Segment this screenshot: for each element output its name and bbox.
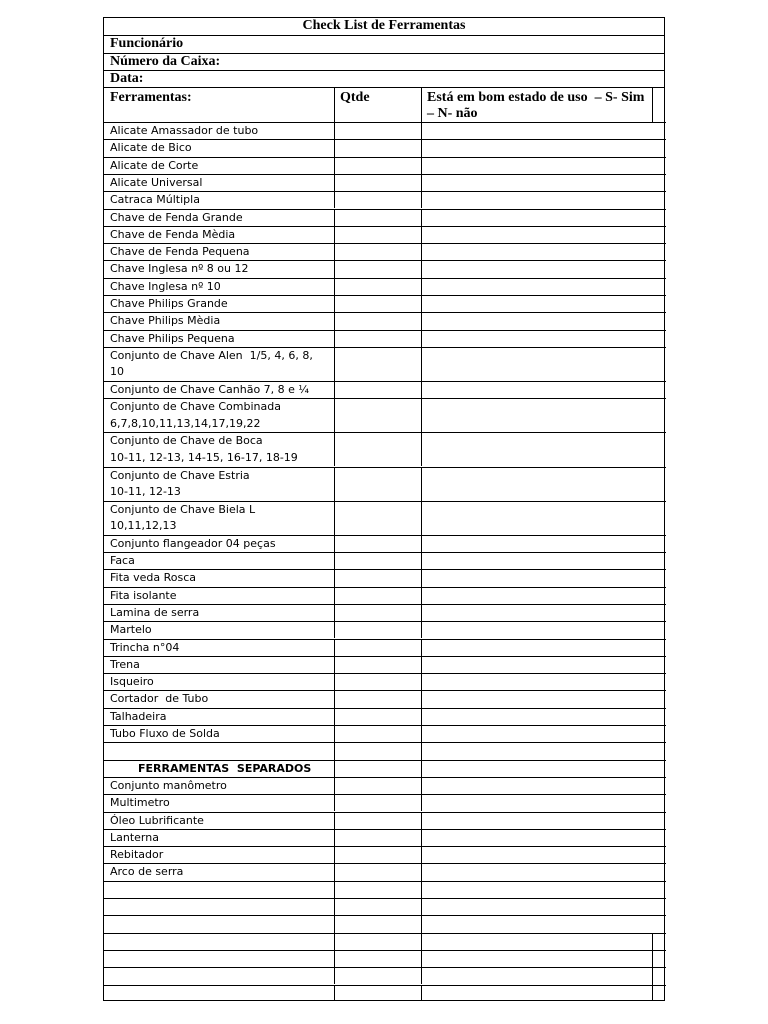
column-divider xyxy=(334,535,335,552)
qtde-cell[interactable] xyxy=(334,846,421,863)
column-divider xyxy=(334,398,335,432)
tool-item: Isqueiro xyxy=(110,675,154,689)
empty-row xyxy=(104,881,334,898)
qtde-cell[interactable] xyxy=(334,501,421,535)
column-header-estado: Está em bom estado de uso – S- Sim – N- não xyxy=(427,90,648,121)
column-divider xyxy=(421,812,422,829)
estado-cell[interactable] xyxy=(421,501,652,535)
estado-cell[interactable] xyxy=(421,725,652,742)
column-divider xyxy=(334,742,335,759)
tool-item: Chave Inglesa nº 10 xyxy=(110,279,221,293)
estado-cell[interactable] xyxy=(421,933,652,950)
qtde-cell[interactable] xyxy=(334,863,421,880)
column-divider xyxy=(421,690,422,707)
estado-cell[interactable] xyxy=(421,122,652,139)
column-divider xyxy=(334,295,335,312)
qtde-cell[interactable] xyxy=(334,985,421,1002)
column-divider xyxy=(334,139,335,156)
qtde-cell[interactable] xyxy=(334,881,421,898)
column-divider xyxy=(334,381,335,398)
tool-item: Conjunto de Chave Canhão 7, 8 e ¼ xyxy=(110,383,310,396)
estado-cell[interactable] xyxy=(421,569,652,586)
estado-cell[interactable] xyxy=(421,191,652,208)
empty-row xyxy=(104,967,334,984)
tool-item: Alicate de Corte xyxy=(110,158,199,172)
column-divider xyxy=(334,260,335,277)
qtde-cell[interactable] xyxy=(334,381,421,398)
estado-cell[interactable] xyxy=(421,174,652,191)
column-divider xyxy=(334,985,335,1002)
column-divider xyxy=(421,467,422,501)
column-divider xyxy=(421,829,422,846)
qtde-cell[interactable] xyxy=(334,260,421,277)
tool-item: Conjunto de Chave Biela L 10,11,12,13 xyxy=(110,502,256,533)
column-divider xyxy=(421,985,422,1002)
qtde-cell[interactable] xyxy=(334,812,421,829)
column-divider xyxy=(334,587,335,604)
separated-tool-item: Rebitador xyxy=(110,848,164,862)
estado-cell[interactable] xyxy=(421,535,652,552)
estado-cell[interactable] xyxy=(421,604,652,621)
estado-cell[interactable] xyxy=(421,985,652,1002)
column-divider xyxy=(334,690,335,707)
column-divider xyxy=(421,898,422,915)
column-divider xyxy=(334,432,335,466)
column-divider xyxy=(334,330,335,347)
tool-item: Chave Philips Grande xyxy=(110,297,228,310)
tool-item: Trena xyxy=(110,657,140,671)
estado-cell[interactable] xyxy=(421,777,652,794)
estado-cell[interactable] xyxy=(421,139,652,156)
column-divider xyxy=(334,656,335,673)
separated-tool-item: Conjunto manômetro xyxy=(110,778,227,792)
estado-cell[interactable] xyxy=(421,656,652,673)
tool-item: Chave Philips Mèdia xyxy=(110,314,221,328)
column-divider xyxy=(334,88,335,122)
qtde-cell[interactable] xyxy=(334,915,421,932)
tool-item: Alicate Universal xyxy=(110,175,203,189)
tool-item: Chave de Fenda Mèdia xyxy=(110,227,236,241)
column-divider xyxy=(334,760,335,777)
column-divider xyxy=(421,552,422,569)
column-divider xyxy=(334,708,335,725)
separated-tool-item: Óleo Lubrificante xyxy=(110,813,204,827)
column-divider xyxy=(421,157,422,174)
estado-cell[interactable] xyxy=(421,742,652,759)
qtde-cell[interactable] xyxy=(334,967,421,984)
column-divider xyxy=(334,829,335,846)
column-divider xyxy=(334,174,335,191)
tool-item: Tubo Fluxo de Solda xyxy=(110,727,220,740)
qtde-cell[interactable] xyxy=(334,552,421,569)
column-divider xyxy=(421,139,422,156)
field-funcionario: Funcionário xyxy=(104,36,664,54)
column-divider xyxy=(421,604,422,621)
column-divider xyxy=(652,933,653,1001)
column-divider xyxy=(421,656,422,673)
column-divider xyxy=(421,330,422,347)
column-divider xyxy=(421,673,422,690)
column-divider xyxy=(334,794,335,811)
column-divider xyxy=(334,467,335,501)
column-divider xyxy=(421,243,422,260)
column-divider xyxy=(421,226,422,243)
column-divider xyxy=(421,846,422,863)
estado-cell[interactable] xyxy=(421,812,652,829)
column-divider xyxy=(334,278,335,295)
estado-cell[interactable] xyxy=(421,915,652,932)
column-divider xyxy=(652,88,653,122)
column-divider xyxy=(421,742,422,759)
estado-cell[interactable] xyxy=(421,621,652,638)
column-divider xyxy=(334,673,335,690)
estado-cell[interactable] xyxy=(421,639,652,656)
estado-cell[interactable] xyxy=(421,467,652,501)
tool-item: Trincha n°04 xyxy=(110,640,180,654)
column-divider xyxy=(421,863,422,880)
column-divider xyxy=(334,122,335,139)
qtde-cell[interactable] xyxy=(334,330,421,347)
estado-cell[interactable] xyxy=(421,278,652,295)
estado-cell[interactable] xyxy=(421,967,652,984)
column-divider xyxy=(334,552,335,569)
estado-cell[interactable] xyxy=(421,898,652,915)
estado-cell[interactable] xyxy=(421,432,652,466)
qtde-cell[interactable] xyxy=(334,604,421,621)
column-divider xyxy=(421,621,422,638)
qtde-cell[interactable] xyxy=(334,157,421,174)
tool-item: Chave Philips Pequena xyxy=(110,331,235,345)
column-divider xyxy=(421,794,422,811)
separated-tool-item: Arco de serra xyxy=(110,865,184,879)
estado-cell[interactable] xyxy=(421,381,652,398)
column-divider xyxy=(421,174,422,191)
estado-cell[interactable] xyxy=(421,846,652,863)
estado-cell[interactable] xyxy=(421,226,652,243)
document-title: Check List de Ferramentas xyxy=(104,18,664,36)
column-divider xyxy=(334,501,335,535)
column-divider xyxy=(421,501,422,535)
estado-cell[interactable] xyxy=(421,295,652,312)
column-divider xyxy=(421,915,422,932)
tool-item: Chave de Fenda Grande xyxy=(110,210,243,224)
qtde-cell[interactable] xyxy=(334,639,421,656)
qtde-cell[interactable] xyxy=(334,398,421,432)
qtde-cell[interactable] xyxy=(334,794,421,811)
estado-cell[interactable] xyxy=(421,209,652,226)
column-divider xyxy=(421,260,422,277)
tool-item: Conjunto de Chave Combinada 6,7,8,10,11,13,14,17,19,22 xyxy=(110,400,281,430)
tool-item: Fita isolante xyxy=(110,588,177,602)
tool-item: Catraca Múltipla xyxy=(110,193,200,207)
column-divider xyxy=(421,398,422,432)
qtde-cell[interactable] xyxy=(334,690,421,707)
estado-cell[interactable] xyxy=(421,950,652,967)
field-data: Data: xyxy=(104,71,664,88)
column-divider xyxy=(421,278,422,295)
column-divider xyxy=(421,535,422,552)
tool-item: Faca xyxy=(110,554,135,567)
column-divider xyxy=(334,777,335,794)
estado-cell[interactable] xyxy=(421,312,652,329)
tool-item: Fita veda Rosca xyxy=(110,571,197,585)
column-divider xyxy=(421,967,422,984)
separated-tool-item: Multimetro xyxy=(110,796,170,810)
estado-cell[interactable] xyxy=(421,690,652,707)
estado-cell[interactable] xyxy=(421,243,652,260)
estado-cell[interactable] xyxy=(421,881,652,898)
column-divider xyxy=(421,881,422,898)
qtde-cell[interactable] xyxy=(334,656,421,673)
tool-item: Alicate Amassador de tubo xyxy=(110,124,259,137)
empty-row xyxy=(104,985,334,1002)
qtde-cell[interactable] xyxy=(334,673,421,690)
column-divider xyxy=(334,157,335,174)
column-divider xyxy=(421,381,422,398)
qtde-cell[interactable] xyxy=(334,535,421,552)
estado-cell[interactable] xyxy=(421,673,652,690)
tool-item: Cortador de Tubo xyxy=(110,692,209,706)
qtde-cell[interactable] xyxy=(334,587,421,604)
column-divider xyxy=(334,967,335,984)
column-divider xyxy=(421,708,422,725)
tool-item: Chave Inglesa nº 8 ou 12 xyxy=(110,262,249,276)
estado-cell[interactable] xyxy=(421,157,652,174)
qtde-cell[interactable] xyxy=(334,432,421,466)
empty-row xyxy=(104,950,334,967)
column-divider xyxy=(334,243,335,260)
qtde-cell[interactable] xyxy=(334,139,421,156)
column-divider xyxy=(334,898,335,915)
tool-item: Alicate de Bico xyxy=(110,141,192,155)
column-divider xyxy=(334,639,335,656)
column-header-qtde: Qtde xyxy=(340,90,370,105)
column-divider xyxy=(334,812,335,829)
qtde-cell[interactable] xyxy=(334,174,421,191)
empty-row xyxy=(104,742,334,759)
column-divider xyxy=(334,846,335,863)
column-divider xyxy=(334,569,335,586)
column-divider xyxy=(421,950,422,967)
estado-cell[interactable] xyxy=(421,398,652,432)
tool-item: Talhadeira xyxy=(110,709,167,723)
checklist-sheet xyxy=(103,17,665,1001)
column-divider xyxy=(421,760,422,777)
qtde-cell[interactable] xyxy=(334,950,421,967)
column-divider xyxy=(421,347,422,381)
field-numero-caixa: Número da Caixa: xyxy=(104,54,664,71)
qtde-cell[interactable] xyxy=(334,898,421,915)
qtde-cell[interactable] xyxy=(334,708,421,725)
qtde-cell[interactable] xyxy=(334,191,421,208)
column-divider xyxy=(334,347,335,381)
tool-item: Chave de Fenda Pequena xyxy=(110,245,250,259)
column-divider xyxy=(334,209,335,226)
estado-cell[interactable] xyxy=(421,863,652,880)
column-divider xyxy=(334,621,335,638)
column-divider xyxy=(421,639,422,656)
separated-tool-item: Lanterna xyxy=(110,830,159,844)
qtde-cell[interactable] xyxy=(334,278,421,295)
estado-cell[interactable] xyxy=(421,760,652,777)
column-divider xyxy=(334,725,335,742)
column-header-ferramentas: Ferramentas: xyxy=(110,90,192,105)
qtde-cell[interactable] xyxy=(334,243,421,260)
tool-item: Lamina de serra xyxy=(110,605,200,619)
qtde-cell[interactable] xyxy=(334,621,421,638)
column-divider xyxy=(421,777,422,794)
tool-item: Conjunto flangeador 04 peças xyxy=(110,536,276,550)
column-divider xyxy=(334,915,335,932)
qtde-cell[interactable] xyxy=(334,209,421,226)
column-divider xyxy=(421,312,422,329)
estado-cell[interactable] xyxy=(421,708,652,725)
qtde-cell[interactable] xyxy=(334,933,421,950)
empty-row xyxy=(104,933,334,950)
qtde-cell[interactable] xyxy=(334,312,421,329)
column-divider xyxy=(334,933,335,950)
column-divider xyxy=(421,88,422,122)
qtde-cell[interactable] xyxy=(334,347,421,381)
qtde-cell[interactable] xyxy=(334,760,421,777)
estado-cell[interactable] xyxy=(421,829,652,846)
qtde-cell[interactable] xyxy=(334,725,421,742)
column-divider xyxy=(334,950,335,967)
column-divider xyxy=(421,587,422,604)
column-divider xyxy=(421,933,422,950)
qtde-cell[interactable] xyxy=(334,777,421,794)
column-divider xyxy=(334,863,335,880)
column-divider xyxy=(334,604,335,621)
qtde-cell[interactable] xyxy=(334,226,421,243)
column-divider xyxy=(421,295,422,312)
estado-cell[interactable] xyxy=(421,260,652,277)
column-divider xyxy=(334,881,335,898)
tool-item: Conjunto de Chave de Boca 10-11, 12-13, 14-15, 16-17, 18-19 xyxy=(110,434,298,464)
column-divider xyxy=(334,312,335,329)
estado-cell[interactable] xyxy=(421,552,652,569)
qtde-cell[interactable] xyxy=(334,295,421,312)
estado-cell[interactable] xyxy=(421,587,652,604)
estado-cell[interactable] xyxy=(421,330,652,347)
qtde-cell[interactable] xyxy=(334,742,421,759)
qtde-cell[interactable] xyxy=(334,467,421,501)
tool-item: Conjunto de Chave Estria 10-11, 12-13 xyxy=(110,468,250,498)
column-divider xyxy=(334,191,335,208)
column-divider xyxy=(421,122,422,139)
qtde-cell[interactable] xyxy=(334,569,421,586)
tool-item: Martelo xyxy=(110,623,152,637)
qtde-cell[interactable] xyxy=(334,122,421,139)
estado-cell[interactable] xyxy=(421,794,652,811)
column-divider xyxy=(421,725,422,742)
column-divider xyxy=(421,569,422,586)
empty-row xyxy=(104,915,334,932)
column-divider xyxy=(421,432,422,466)
empty-row xyxy=(104,898,334,915)
section-title: FERRAMENTAS SEPARADOS xyxy=(138,761,312,775)
column-divider xyxy=(421,191,422,208)
estado-cell[interactable] xyxy=(421,347,652,381)
column-divider xyxy=(334,226,335,243)
tool-item: Conjunto de Chave Alen 1/5, 4, 6, 8, 10 xyxy=(110,348,313,379)
column-divider xyxy=(421,209,422,226)
qtde-cell[interactable] xyxy=(334,829,421,846)
